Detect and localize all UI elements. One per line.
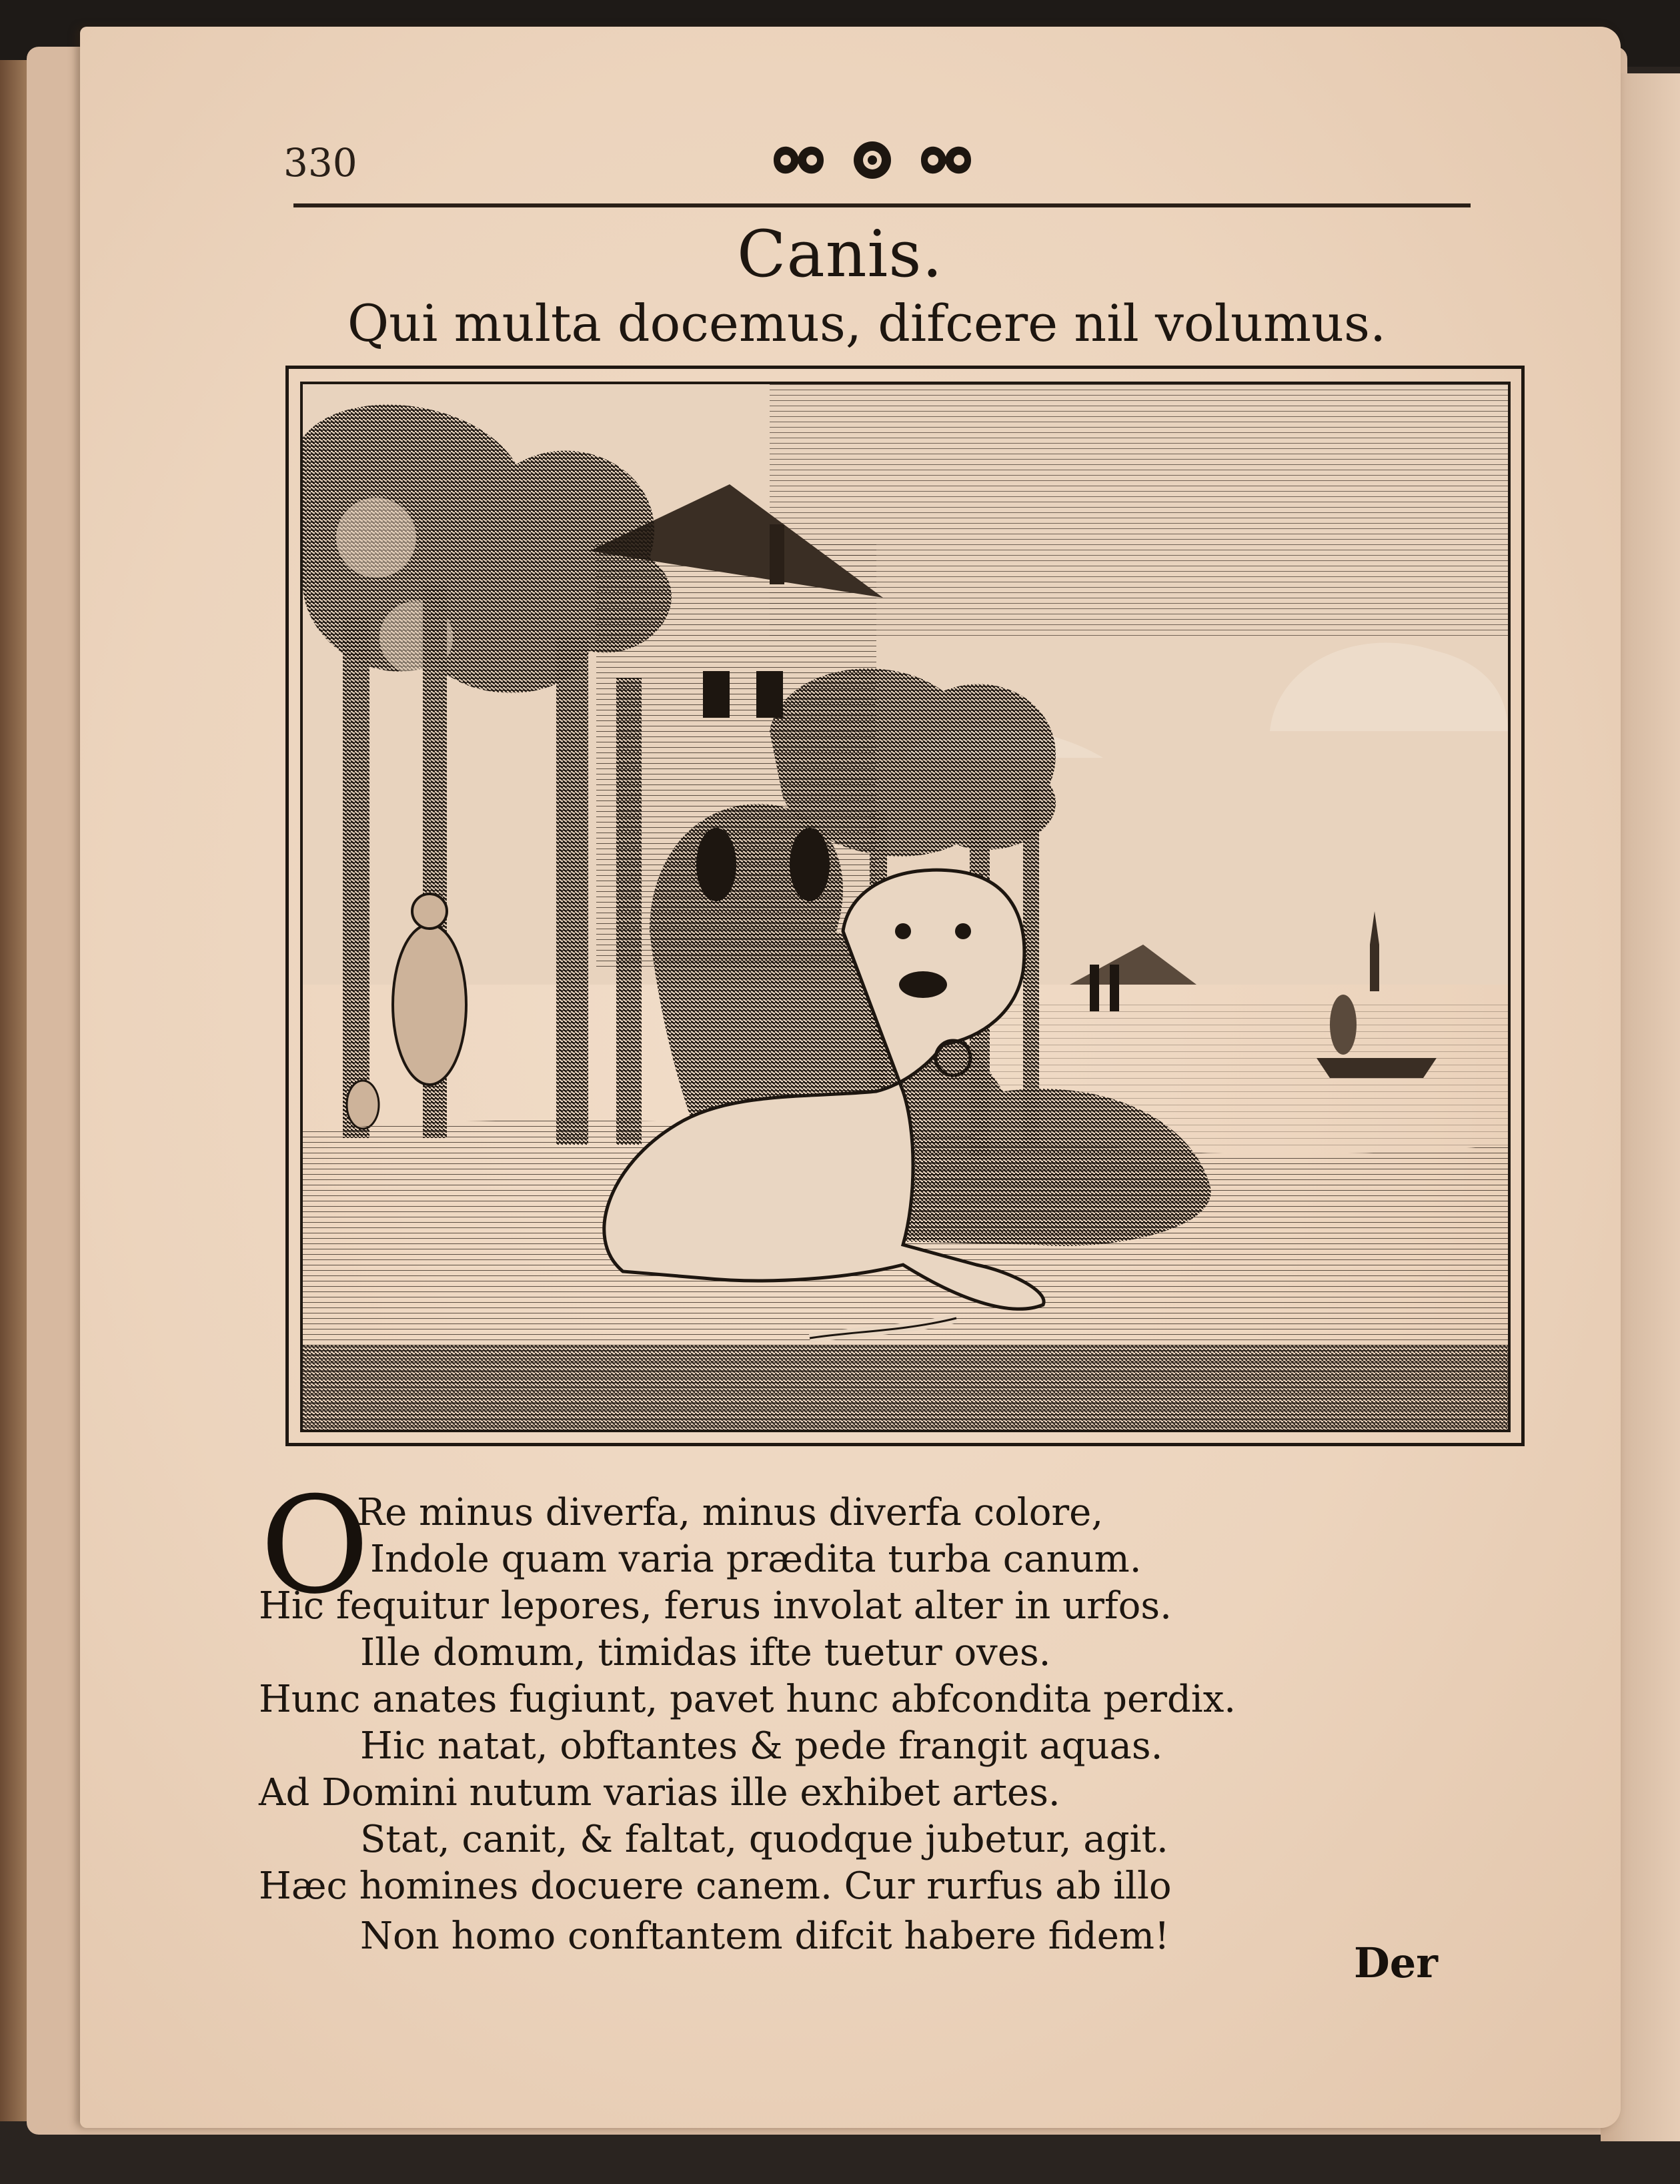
page-title: Canis. [737,217,943,292]
poem-line: Non homo conftantem difcit habere fidem! [360,1915,1170,1958]
motto: Qui multa docemus, difcere nil volumus. [347,294,1387,353]
fleuron-center-icon [849,137,896,183]
poem-line: Hunc anates fugiunt, pavet hunc abfcondita perdix. [259,1678,1236,1721]
fleuron-right-icon [914,137,978,183]
fleuron-left-icon [767,137,830,183]
poem-line: Hic natat, obftantes & pede frangit aquas. [360,1724,1163,1768]
header-rule [293,203,1471,207]
poem-line: Ille domum, timidas ifte tuetur oves. [360,1631,1051,1674]
catchword: Der [1354,1939,1438,1987]
poem-line: Hæc homines docuere canem. Cur rurfus ab illo [259,1864,1172,1908]
poem-line: Ad Domini nutum varias ille exhibet artes. [259,1771,1060,1814]
engraving-plate [300,382,1511,1432]
poem-line: Stat, canit, & faltat, quodque jubetur, agit. [360,1818,1168,1861]
drop-cap: O [260,1468,369,1624]
poem-line: Indole quam varia prædita turba canum. [370,1538,1142,1581]
header-ornament [767,137,978,183]
poem-line: Hic fequitur lepores, ferus involat alter in urfos. [259,1584,1172,1628]
page-number: 330 [283,140,357,185]
poem-line: Re minus diverfa, minus diverfa colore, [357,1491,1104,1534]
engraving-illustration [303,384,1508,1430]
